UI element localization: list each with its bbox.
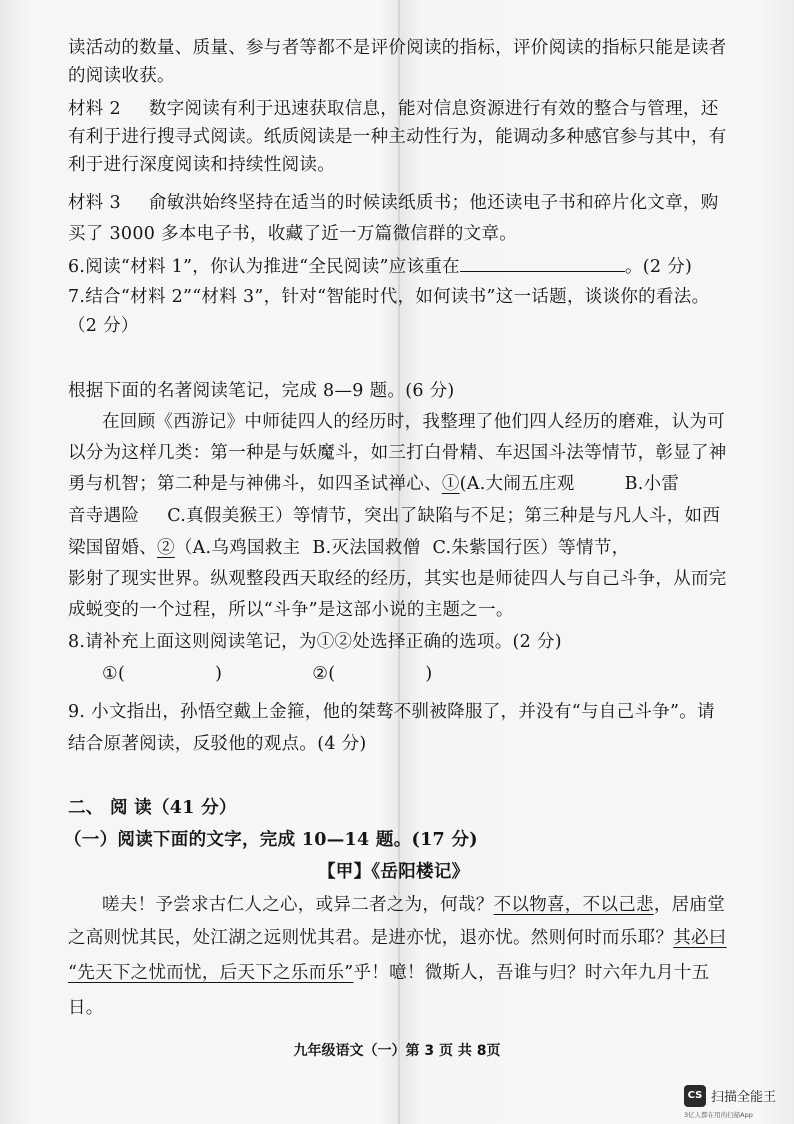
section-heading: 二、 阅 读（41 分） (68, 798, 237, 818)
watermark-tagline: 3亿人都在用的扫描App (684, 1111, 753, 1119)
note-paragraph-line: 成蜕变的一个过程，所以“斗争”是这部小说的主题之一。 (68, 600, 514, 620)
answer-slot-1[interactable]: ①( (102, 664, 126, 684)
answer-slot-2[interactable]: ②( (312, 664, 336, 684)
note-paragraph-line: 梁国留婚、②（A.乌鸡国救主 B.灭法国救僧 C.朱紫国行医）等情节， (68, 538, 630, 558)
classical-text-line: 之高则忧其民，处江湖之远则忧其君。是进亦忧，退亦忧。然则何时而乐耶？其必曰 (68, 928, 727, 948)
question-6: 6.阅读“材料 1”，你认为推进“全民阅读”应该重在 。(2 分) (0, 253, 794, 279)
watermark-name: 扫描全能王 (711, 1090, 777, 1105)
note-paragraph-line: 在回顾《西游记》中师徒四人的经历时，我整理了他们四人经历的磨难，认为可 (102, 412, 725, 432)
camscanner-logo-icon: CS (684, 1085, 706, 1107)
text-title: 【甲】《岳阳楼记》 (318, 862, 470, 882)
material-3-label: 材料 3 (68, 193, 121, 213)
question-9: 结合原著阅读，反驳他的观点。(4 分) (68, 734, 367, 754)
question-8: 8.请补充上面这则阅读笔记，为①②处选择正确的选项。(2 分) (68, 632, 562, 652)
classical-text-line: 嗟夫！予尝求古仁人之心，或异二者之为，何哉？不以物喜，不以己悲，居庙堂 (102, 895, 726, 915)
classical-text-line: “先天下之忧而忧，后天下之乐而乐”乎！噫！微斯人，吾谁与归？时六年九月十五 (68, 963, 710, 983)
underlined-phrase: “先天下之忧而忧，后天下之乐而乐” (68, 963, 354, 983)
text-line: 读活动的数量、质量、参与者等都不是评价阅读的指标，评价阅读的指标只能是读者 (68, 38, 727, 58)
underlined-phrase: 不以物喜，不以己悲 (493, 895, 654, 915)
underlined-phrase: 其必曰 (673, 928, 727, 948)
note-paragraph-line: 勇与机智；第二种是与神佛斗，如四圣试禅心、①(A.大闹五庄观 B.小雷 (68, 474, 680, 494)
note-paragraph-line: 以分为这样几类：第一种是与妖魔斗，如三打白骨精、车迟国斗法等情节，彰显了神 (68, 443, 727, 463)
page-footer: 九年级语文（一）第 3 页 共 8页 (293, 1043, 501, 1059)
text-line: 买了 3000 多本电子书，收藏了近一万篇微信群的文章。 (68, 224, 518, 244)
text-line: 利于进行深度阅读和持续性阅读。 (68, 155, 335, 175)
scanner-watermark (684, 1083, 784, 1119)
note-paragraph-line: 影射了现实世界。纵观整段西天取经的经历，其实也是师徒四人与自己斗争，从而完 (68, 569, 727, 589)
question-7: 7.结合“材料 2”“材料 3”，针对“智能时代，如何读书”这一话题，谈谈你的看法。 (68, 287, 710, 307)
note-paragraph-line: 音寺遇险 C.真假美猴王）等情节，突出了缺陷与不足；第三种是与凡人斗，如西 (68, 506, 721, 526)
material-3-line: 材料 3 俞敏洪始终坚持在适当的时候读纸质书；他还读电子书和碎片化文章，购 (68, 193, 719, 213)
blank-marker-1: ① (441, 474, 460, 494)
question-8-answers: ①( ) ②( ) (102, 664, 433, 684)
blank-marker-2: ② (157, 538, 175, 558)
material-2-line: 材料 2 数字阅读有利于迅速获取信息，能对信息资源进行有效的整合与管理，还 (68, 99, 719, 119)
text-line: 的阅读收获。 (68, 66, 175, 86)
classical-text-line: 日。 (68, 998, 104, 1018)
material-2-label: 材料 2 (68, 99, 121, 119)
subsection-heading: （一）阅读下面的文字，完成 10—14 题。(17 分) (64, 830, 478, 850)
reading-intro: 根据下面的名著阅读笔记，完成 8—9 题。(6 分) (68, 381, 455, 401)
text-line: 有利于进行搜寻式阅读。纸质阅读是一种主动性行为，能调动多种感官参与其中，有 (68, 127, 727, 147)
question-7-score: （2 分） (68, 316, 139, 336)
answer-blank[interactable] (460, 253, 625, 272)
question-9: 9. 小文指出，孙悟空戴上金箍，他的桀骜不驯被降服了，并没有“与自己斗争”。请 (68, 702, 715, 722)
